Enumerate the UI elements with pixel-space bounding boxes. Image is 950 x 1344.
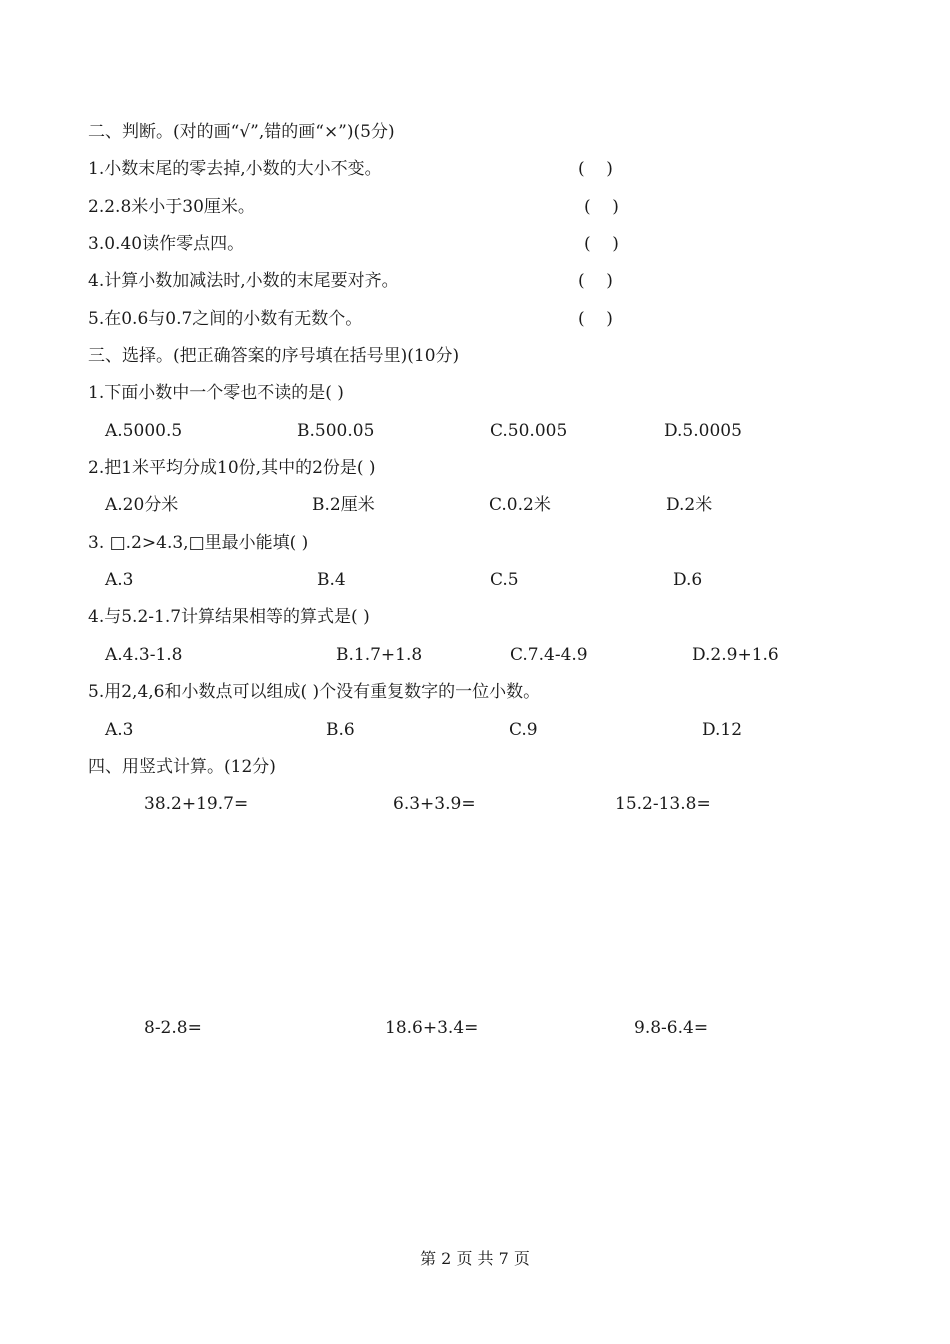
choice-5-option-a: A.3 (105, 720, 134, 740)
choice-2-option-b: B.2厘米 (312, 495, 375, 515)
choice-question-2: 2.把1米平均分成10份,其中的2份是( ) (88, 458, 376, 478)
choice-question-4: 4.与5.2-1.7计算结果相等的算式是( ) (88, 607, 370, 627)
choice-4-option-a: A.4.3-1.8 (105, 645, 183, 665)
calc-problem-4: 8-2.8= (144, 1018, 202, 1038)
judge-answer-blank-4[interactable]: ( ) (578, 271, 613, 291)
choice-2-option-a: A.20分米 (105, 495, 179, 515)
choice-5-option-c: C.9 (509, 720, 538, 740)
choice-4-option-c: C.7.4-4.9 (510, 645, 588, 665)
judge-item-2: 2.2.8米小于30厘米。 (88, 197, 255, 217)
choice-1-option-c: C.50.005 (490, 421, 568, 441)
choice-5-option-d: D.12 (702, 720, 743, 740)
choice-3-option-c: C.5 (490, 570, 519, 590)
page-number-footer: 第 2 页 共 7 页 (420, 1249, 530, 1268)
judge-answer-blank-1[interactable]: ( ) (578, 159, 613, 179)
judge-item-3: 3.0.40读作零点四。 (88, 234, 245, 254)
choice-4-option-b: B.1.7+1.8 (336, 645, 423, 665)
choice-1-option-b: B.500.05 (297, 421, 375, 441)
section-judge-header: 二、判断。(对的画“√”,错的画“×”)(5分) (88, 122, 395, 142)
choice-4-option-d: D.2.9+1.6 (692, 645, 779, 665)
calc-problem-3: 15.2-13.8= (615, 794, 711, 814)
section-choice-header: 三、选择。(把正确答案的序号填在括号里)(10分) (88, 346, 460, 366)
choice-question-3: 3. □.2>4.3,□里最小能填( ) (88, 533, 309, 553)
calc-problem-2: 6.3+3.9= (393, 794, 476, 814)
judge-answer-blank-2[interactable]: ( ) (584, 197, 619, 217)
choice-2-option-c: C.0.2米 (489, 495, 551, 515)
judge-item-1: 1.小数末尾的零去掉,小数的大小不变。 (88, 159, 382, 179)
section-calc-header: 四、用竖式计算。(12分) (88, 757, 276, 777)
calc-problem-6: 9.8-6.4= (634, 1018, 709, 1038)
choice-1-option-d: D.5.0005 (664, 421, 742, 441)
choice-5-option-b: B.6 (326, 720, 355, 740)
calc-problem-5: 18.6+3.4= (385, 1018, 479, 1038)
calc-problem-1: 38.2+19.7= (144, 794, 249, 814)
judge-item-5: 5.在0.6与0.7之间的小数有无数个。 (88, 309, 363, 329)
judge-answer-blank-3[interactable]: ( ) (584, 234, 619, 254)
choice-question-1: 1.下面小数中一个零也不读的是( ) (88, 383, 344, 403)
choice-3-option-d: D.6 (673, 570, 703, 590)
choice-question-5: 5.用2,4,6和小数点可以组成( )个没有重复数字的一位小数。 (88, 682, 541, 702)
choice-3-option-a: A.3 (105, 570, 134, 590)
choice-3-option-b: B.4 (317, 570, 346, 590)
judge-item-4: 4.计算小数加减法时,小数的末尾要对齐。 (88, 271, 399, 291)
choice-2-option-d: D.2米 (666, 495, 713, 515)
judge-answer-blank-5[interactable]: ( ) (578, 309, 613, 329)
choice-1-option-a: A.5000.5 (105, 421, 183, 441)
